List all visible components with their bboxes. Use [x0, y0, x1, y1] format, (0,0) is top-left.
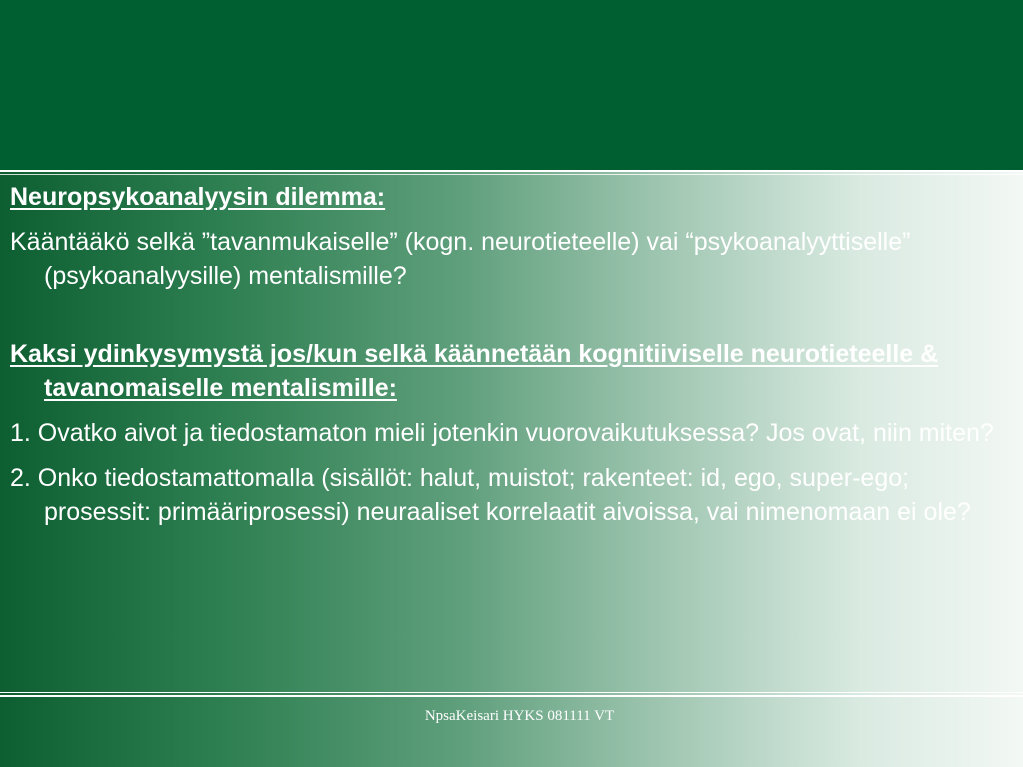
heading-dilemma: Neuropsykoanalyysin dilemma: — [10, 183, 386, 211]
question-1: 1. Ovatko aivot ja tiedostamaton mieli jotenkin vuorovaikutuksessa? Jos ovat, niin miten? — [10, 419, 994, 447]
top-divider-thin — [0, 174, 1023, 175]
question-2: 2. Onko tiedostamattomalla (sisällöt: halut, muistot; rakenteet: id, ego, super-ego; prosessit: primääriprosessi) neuraaliset korrelaatit aivoissa, vai nimenomaan ei ole? — [10, 464, 971, 526]
header-band — [0, 0, 1023, 170]
top-divider — [0, 170, 1023, 172]
heading-core-questions: Kaksi ydinkysymystä jos/kun selkä käännetään kognitiiviselle neurotieteelle & tavanomaiselle mentalismille: — [10, 340, 939, 402]
paragraph-question: Kääntääkö selkä ”tavanmukaiselle” (kogn. neurotieteelle) vai “psykoanalyyttiselle” (psykoanalyysille) mentalismille? — [10, 228, 911, 290]
slide-body — [10, 180, 1000, 529]
bottom-divider — [0, 695, 1023, 697]
bottom-divider-thin — [0, 692, 1023, 693]
footer-text: NpsaKeisari HYKS 081111 VT — [424, 708, 615, 724]
